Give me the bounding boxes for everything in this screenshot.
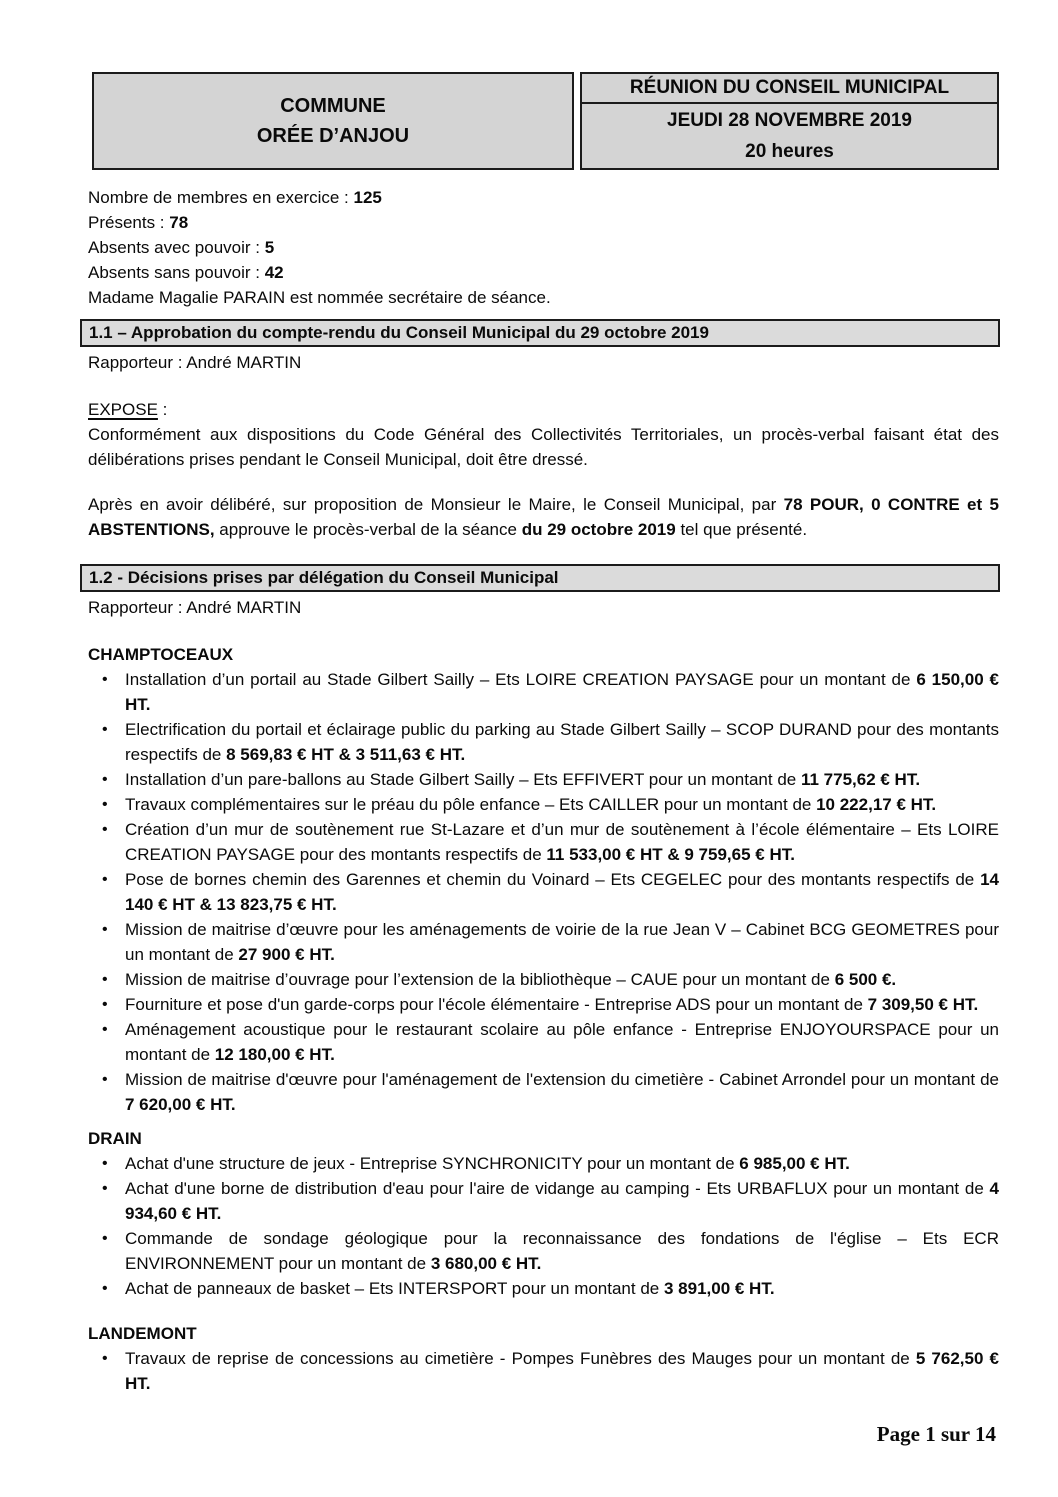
item-text: Achat d'une borne de distribution d'eau pour l'aire de vidange au camping - Ets URBAFLUX pour un montant de [125, 1179, 990, 1198]
item-text: Installation d’un portail au Stade Gilbert Sailly – Ets LOIRE CREATION PAYSAGE pour un montant de [125, 670, 917, 689]
attendance-label: Absents sans pouvoir : [88, 263, 265, 282]
deliberation-paragraph [88, 492, 999, 542]
attendance-line [88, 235, 999, 260]
item-amount: 27 900 € HT. [238, 945, 335, 964]
item-amount: 12 180,00 € HT. [214, 1045, 335, 1064]
item-text: Mission de maitrise d’œuvre pour les aménagements de voirie de la rue Jean V – Cabinet BCG GEOMETRES pour un montant de [125, 920, 999, 964]
item-amount: 8 569,83 € HT & 3 511,63 € HT. [226, 745, 466, 764]
group-heading-champtoceaux: CHAMPTOCEAUX [88, 645, 234, 664]
expose-colon: : [157, 400, 168, 419]
item-text: Achat d'une structure de jeux - Entreprise SYNCHRONICITY pour un montant de [125, 1154, 740, 1173]
item-text: Installation d’un pare-ballons au Stade Gilbert Sailly – Ets EFFIVERT pour un montant de [125, 770, 801, 789]
group-heading-landemont: LANDEMONT [88, 1324, 197, 1343]
list-item [88, 1346, 999, 1396]
paragraph-text: Après en avoir délibéré, sur proposition de Monsieur le Maire, le Conseil Municipal, par [88, 495, 784, 514]
section-1-2-bar [80, 564, 1000, 592]
attendance-label: Nombre de membres en exercice : [88, 188, 354, 207]
commune-cell [92, 72, 574, 170]
decision-list-drain [88, 1151, 999, 1301]
page-number: Page 1 sur 14 [876, 1422, 996, 1446]
item-text: Commande de sondage géologique pour la reconnaissance des fondations de l'église – Ets ECR ENVIRONNEMENT pour un montant de [125, 1229, 999, 1273]
expose-label: EXPOSE [88, 400, 158, 419]
meeting-datetime [582, 104, 997, 168]
attendance-block [88, 185, 999, 310]
item-amount: 5 762,50 € HT. [125, 1349, 999, 1393]
commune-line2: ORÉE D’ANJOU [256, 125, 410, 147]
vote-result: 78 POUR, 0 CONTRE et 5 ABSTENTIONS, [88, 495, 999, 539]
item-amount: 6 985,00 € HT. [739, 1154, 850, 1173]
list-item [88, 817, 999, 867]
list-item [88, 1226, 999, 1276]
list-item [88, 767, 999, 792]
list-item [88, 1067, 999, 1117]
item-text: Travaux complémentaires sur le préau du pôle enfance – Ets CAILLER pour un montant de [125, 795, 817, 814]
decision-list-landemont [88, 1346, 999, 1396]
attendance-line [88, 260, 999, 285]
paragraph-text: approuve le procès-verbal de la séance [214, 520, 522, 539]
list-item [88, 717, 999, 767]
item-amount: 3 680,00 € HT. [430, 1254, 542, 1273]
list-item [88, 1176, 999, 1226]
secretary-line: Madame Magalie PARAIN est nommée secrétaire de séance. [88, 288, 551, 307]
attendance-value: 125 [353, 188, 382, 207]
list-item [88, 667, 999, 717]
meeting-time: 20 heures [745, 141, 834, 162]
attendance-value: 5 [264, 238, 275, 257]
meeting-date: JEUDI 28 NOVEMBRE 2019 [667, 110, 912, 131]
rapporteur-line: Rapporteur : André MARTIN [88, 353, 302, 372]
item-amount: 4 934,60 € HT. [125, 1179, 999, 1223]
group-heading-drain: DRAIN [88, 1129, 142, 1148]
decision-list-champtoceaux [88, 667, 999, 1117]
section-1-1-bar [80, 319, 1000, 347]
list-item [88, 792, 999, 817]
section-1-1-title: 1.1 – Approbation du compte-rendu du Conseil Municipal du 29 octobre 2019 [89, 323, 709, 342]
item-amount: 6 500 €. [834, 970, 897, 989]
attendance-value: 42 [264, 263, 284, 282]
list-item [88, 992, 999, 1017]
rapporteur-line: Rapporteur : André MARTIN [88, 598, 302, 617]
item-text: Aménagement acoustique pour le restaurant scolaire au pôle enfance - Entreprise ENJOYOURSPACE pour un montant de [125, 1020, 999, 1064]
attendance-value: 78 [169, 213, 189, 232]
item-amount: 10 222,17 € HT. [816, 795, 937, 814]
attendance-line [88, 185, 999, 210]
commune-line1: COMMUNE [280, 95, 386, 117]
item-text: Mission de maitrise d’ouvrage pour l’extension de la bibliothèque – CAUE pour un montant de [125, 970, 835, 989]
list-item [88, 1276, 999, 1301]
item-amount: 11 533,00 € HT & 9 759,65 € HT. [546, 845, 795, 864]
meeting-title: RÉUNION DU CONSEIL MUNICIPAL [582, 74, 997, 104]
attendance-label: Présents : [88, 213, 170, 232]
expose-paragraph: Conformément aux dispositions du Code Général des Collectivités Territoriales, un procès-verbal faisant état des délibérations prises pendant le Conseil Municipal, doit être dressé. [88, 425, 999, 469]
item-text: Mission de maitrise d'œuvre pour l'aménagement de l'extension du cimetière - Cabinet Arrondel pour un montant de [125, 1070, 999, 1089]
item-text: Création d’un mur de soutènement rue St-Lazare et d’un mur de soutènement à l’école élémentaire – Ets LOIRE CREATION PAYSAGE pour des montants respectifs de [125, 820, 999, 864]
item-amount: 7 620,00 € HT. [125, 1095, 236, 1114]
item-text: Travaux de reprise de concessions au cimetière - Pompes Funèbres des Mauges pour un montant de [125, 1349, 916, 1368]
list-item [88, 1017, 999, 1067]
attendance-line [88, 210, 999, 235]
paragraph-text: tel que présenté. [675, 520, 808, 539]
session-date: du 29 octobre 2019 [521, 520, 676, 539]
item-amount: 6 150,00 € HT. [125, 670, 999, 714]
list-item [88, 967, 999, 992]
expose-heading [88, 397, 999, 422]
item-amount: 14 140 € HT & 13 823,75 € HT. [125, 870, 999, 914]
item-amount: 3 891,00 € HT. [663, 1279, 775, 1298]
item-text: Achat de panneaux de basket – Ets INTERSPORT pour un montant de [125, 1279, 664, 1298]
header-table [92, 72, 999, 170]
item-text: Electrification du portail et éclairage public du parking au Stade Gilbert Sailly – SCOP DURAND pour des montants respectifs de [125, 720, 999, 764]
list-item [88, 917, 999, 967]
list-item [88, 1151, 999, 1176]
meeting-cell [580, 72, 999, 170]
attendance-label: Absents avec pouvoir : [88, 238, 265, 257]
item-amount: 11 775,62 € HT. [800, 770, 921, 789]
section-1-2-title: 1.2 - Décisions prises par délégation du Conseil Municipal [89, 568, 559, 587]
item-amount: 7 309,50 € HT. [867, 995, 979, 1014]
item-text: Fourniture et pose d'un garde-corps pour l'école élémentaire - Entreprise ADS pour un montant de [125, 995, 868, 1014]
list-item [88, 867, 999, 917]
item-text: Pose de bornes chemin des Garennes et chemin du Voinard – Ets CEGELEC pour des montants respectifs de [125, 870, 981, 889]
